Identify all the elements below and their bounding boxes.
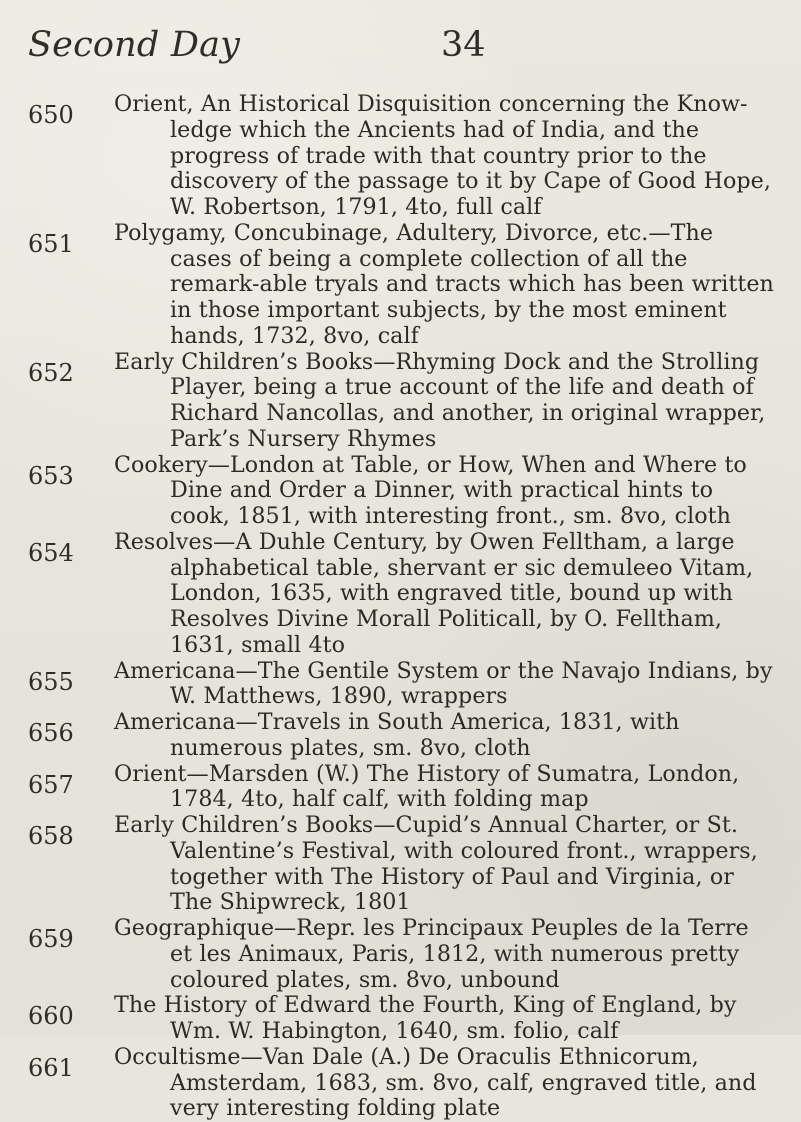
lot-description: Resolves—A Duhle Century, by Owen Felltham, a large alphabetical table, shervant er sic demuleeo Vitam, London, 1635, with engraved title, bound up with Resolves Divine Morall Politicall, by O. Felltham, 1631, small 4to (114, 528, 754, 658)
lot-number: 656 (28, 719, 74, 747)
lot-number: 661 (28, 1053, 74, 1082)
page-header (28, 25, 773, 70)
lot-number: 651 (28, 229, 74, 258)
lot-description: Americana—The Gentile System or the Navajo Indians, by W. Matthews, 1890, wrappers (114, 657, 773, 710)
catalog-entry (28, 659, 776, 711)
catalog-entry (28, 453, 776, 530)
lot-number: 654 (28, 538, 74, 567)
catalog-entry (28, 813, 776, 916)
catalog-entry (28, 710, 776, 762)
catalog-entry (28, 530, 776, 659)
lot-description: Early Children’s Books—Rhyming Dock and the Strolling Player, being a true account of the life and death of Richard Nancollas, and another, in original wrapper, Park’s Nursery Rhymes (114, 348, 766, 452)
catalog-entry (28, 1045, 776, 1122)
lot-number: 657 (28, 770, 74, 799)
lot-description: Americana—Travels in South America, 1831, with numerous plates, sm. 8vo, cloth (114, 709, 680, 761)
catalog-entry (28, 762, 776, 814)
lot-description: Polygamy, Concubinage, Adultery, Divorce, etc.—The cases of being a complete collection of all the remark-able tryals and tracts which has been written in those important subjects, by the most eminent hands, 1732, 8vo, calf (114, 219, 774, 349)
catalog-entry (28, 221, 776, 350)
lot-number: 650 (28, 101, 74, 129)
catalog-entry (28, 916, 776, 993)
lot-description: Geographique—Repr. les Principaux Peuples de la Terre et les Animaux, Paris, 1812, with numerous pretty coloured plates, sm. 8vo, unbound (114, 915, 749, 993)
lot-description: Orient—Marsden (W.) The History of Sumatra, London, 1784, 4to, half calf, with folding map (114, 760, 740, 813)
lot-number: 655 (28, 667, 74, 696)
catalog-entry (28, 993, 776, 1045)
lot-description: Occultisme—Van Dale (A.) De Oraculis Ethnicorum, Amsterdam, 1683, sm. 8vo, calf, engraved title, and very interesting folding plate (114, 1043, 757, 1122)
catalog-entry (28, 350, 776, 453)
lot-number: 659 (28, 925, 74, 953)
lot-description: Orient, An Historical Disquisition concerning the Know-ledge which the Ancients had of India, and the progress of trade with that country prior to the discovery of the passage to it by Cape of Good Hope, W. Robertson, 1791, 4to, full calf (114, 91, 771, 220)
section-title: Second Day (28, 25, 241, 65)
lot-description: Cookery—London at Table, or How, When and Where to Dine and Order a Dinner, with practical hints to cook, 1851, with interesting front., sm. 8vo, cloth (114, 451, 747, 529)
lot-number: 658 (28, 822, 74, 850)
lot-description: Early Children’s Books—Cupid’s Annual Charter, or St. Valentine’s Festival, with coloured front., wrappers, together with The History of Paul and Virginia, or The Shipwreck, 1801 (114, 812, 758, 916)
lot-number: 653 (28, 461, 74, 490)
catalog-entry (28, 92, 776, 221)
page-number: 34 (441, 25, 486, 65)
lot-number: 660 (28, 1002, 74, 1031)
lot-description: The History of Edward the Fourth, King of England, by Wm. W. Habington, 1640, sm. folio, calf (114, 992, 737, 1044)
catalog-entries (28, 92, 776, 1122)
lot-number: 652 (28, 358, 74, 387)
